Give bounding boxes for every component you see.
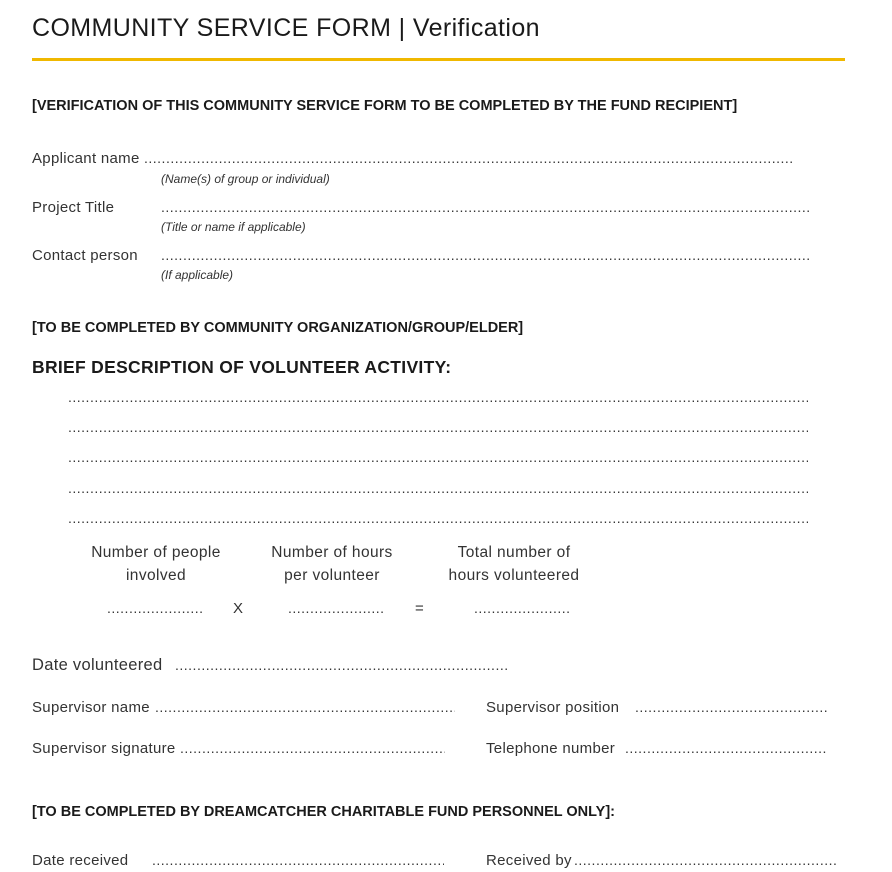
recipient-section-heading: [VERIFICATION OF THIS COMMUNITY SERVICE FORM TO BE COMPLETED BY THE FUND RECIPIENT] (32, 98, 738, 114)
activity-description-line-4[interactable] (68, 480, 808, 496)
supervisor-name-label: Supervisor name (32, 699, 150, 716)
supervisor-signature-field[interactable] (180, 740, 445, 756)
contact-person-field[interactable] (161, 247, 809, 263)
contact-person-hint: (If applicable) (161, 268, 234, 282)
date-received-field[interactable] (152, 852, 444, 868)
multiply-symbol: X (233, 600, 244, 617)
received-by-label: Received by (486, 852, 572, 869)
title-divider (32, 58, 845, 61)
activity-description-line-3[interactable] (68, 449, 808, 465)
supervisor-name-field[interactable] (155, 699, 455, 715)
organization-section-heading: [TO BE COMPLETED BY COMMUNITY ORGANIZATION/GROUP/ELDER] (32, 320, 524, 336)
total-hours-label-line1: Total number of (457, 544, 571, 561)
hours-per-volunteer-label-line1: Number of hours (271, 544, 393, 561)
date-received-label: Date received (32, 852, 129, 869)
telephone-number-field[interactable] (625, 740, 828, 756)
hours-per-volunteer-field[interactable] (288, 600, 384, 616)
telephone-number-label: Telephone number (486, 740, 616, 757)
applicant-name-field[interactable] (144, 150, 794, 166)
people-involved-label-line1: Number of people (91, 544, 221, 561)
activity-description-line-2[interactable] (68, 419, 808, 435)
supervisor-position-label: Supervisor position (486, 699, 620, 716)
date-volunteered-field[interactable] (175, 657, 509, 673)
project-title-label: Project Title (32, 199, 115, 216)
hours-per-volunteer-label-line2: per volunteer (284, 567, 380, 584)
activity-description-line-1[interactable] (68, 389, 808, 405)
equals-symbol: = (415, 600, 424, 617)
project-title-field[interactable] (161, 199, 809, 215)
total-hours-label (430, 541, 598, 587)
applicant-name-label: Applicant name (32, 150, 140, 167)
supervisor-signature-label: Supervisor signature (32, 740, 176, 757)
people-involved-label (70, 541, 242, 587)
contact-person-label: Contact person (32, 247, 138, 264)
applicant-name-hint: (Name(s) of group or individual) (161, 172, 330, 186)
total-hours-label-line2: hours volunteered (448, 567, 580, 584)
form-title: COMMUNITY SERVICE FORM | Verification (32, 14, 540, 42)
hours-per-volunteer-label (248, 541, 416, 587)
volunteer-activity-heading: BRIEF DESCRIPTION OF VOLUNTEER ACTIVITY: (32, 357, 452, 377)
date-volunteered-label: Date volunteered (32, 656, 163, 674)
people-involved-label-line2: involved (125, 567, 187, 584)
received-by-field[interactable] (574, 852, 836, 868)
people-involved-field[interactable] (107, 600, 203, 616)
project-title-hint: (Title or name if applicable) (161, 220, 306, 234)
total-hours-field[interactable] (474, 600, 570, 616)
activity-description-line-5[interactable] (68, 510, 808, 526)
personnel-section-heading: [TO BE COMPLETED BY DREAMCATCHER CHARITABLE FUND PERSONNEL ONLY]: (32, 804, 615, 820)
supervisor-position-field[interactable] (635, 699, 828, 715)
